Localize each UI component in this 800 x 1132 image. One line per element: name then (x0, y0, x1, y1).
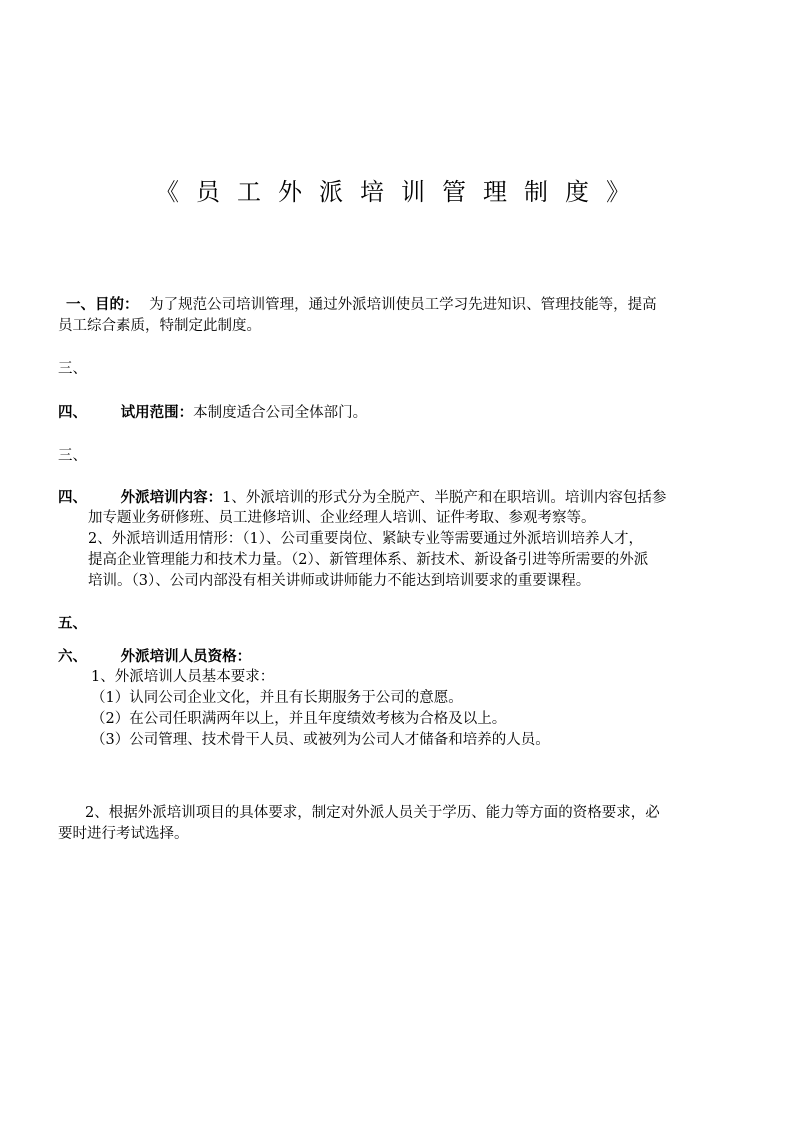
document-title: 《员工外派培训管理制度》 (155, 178, 647, 206)
content-text-5: 培训。（3）、公司内部没有相关讲师或讲师能力不能达到培训要求的重要课程。 (88, 573, 591, 589)
qualification-item-2: （2）在公司任职满两年以上，并且年度绩效考核为合格及以上。 (91, 711, 507, 727)
qualification-item-3: （3）公司管理、技术骨干人员、或被列为公司人才储备和培养的人员。 (91, 732, 550, 748)
content-text-4: 提高企业管理能力和技术力量。（2）、新管理体系、新技术、新设备引进等所需要的外派 (88, 552, 649, 568)
blank-heading-3: 五、 (58, 615, 87, 632)
purpose-text-2: 员工综合素质，特制定此制度。 (58, 318, 261, 334)
scope-heading: 试用范围： (120, 404, 194, 421)
content-text-2: 加专题业务研修班、员工进修培训、企业经理人培训、证件考取、参观考察等。 (88, 510, 596, 526)
content-line-1 (58, 487, 666, 509)
qualification-sub-2-line-1: 2、根据外派培训项目的具体要求，制定对外派人员关于学历、能力等方面的资格要求，必 (85, 805, 660, 821)
qualification-line (58, 646, 251, 668)
scope-text: 本制度适合公司全体部门。 (193, 405, 368, 421)
blank-heading-1: 三、 (58, 361, 87, 377)
qualification-heading: 外派培训人员资格： (120, 648, 252, 665)
content-text-3: 2、外派培训适用情形：（1）、公司重要岗位、紧缺专业等需要通过外派培训培养人才， (88, 531, 643, 547)
content-number: 四、 (58, 489, 87, 506)
blank-heading-2: 三、 (58, 448, 87, 464)
qualification-sub-1: 1、外派培训人员基本要求： (91, 669, 275, 685)
content-heading: 外派培训内容： (120, 489, 223, 506)
purpose-line-1 (66, 294, 657, 316)
purpose-heading: 一、目的： (66, 296, 139, 313)
scope-number: 四、 (58, 404, 87, 421)
scope-line (58, 402, 367, 424)
purpose-text-1: 为了规范公司培训管理，通过外派培训使员工学习先进知识、管理技能等，提高 (149, 297, 657, 313)
qualification-sub-2-line-2: 要时进行考试选择。 (58, 826, 189, 842)
qualification-item-1: （1）认同公司企业文化，并且有长期服务于公司的意愿。 (91, 690, 463, 706)
content-text-1: 1、外派培训的形式分为全脱产、半脱产和在职培训。培训内容包括参 (222, 490, 667, 506)
qualification-number: 六、 (58, 648, 87, 665)
